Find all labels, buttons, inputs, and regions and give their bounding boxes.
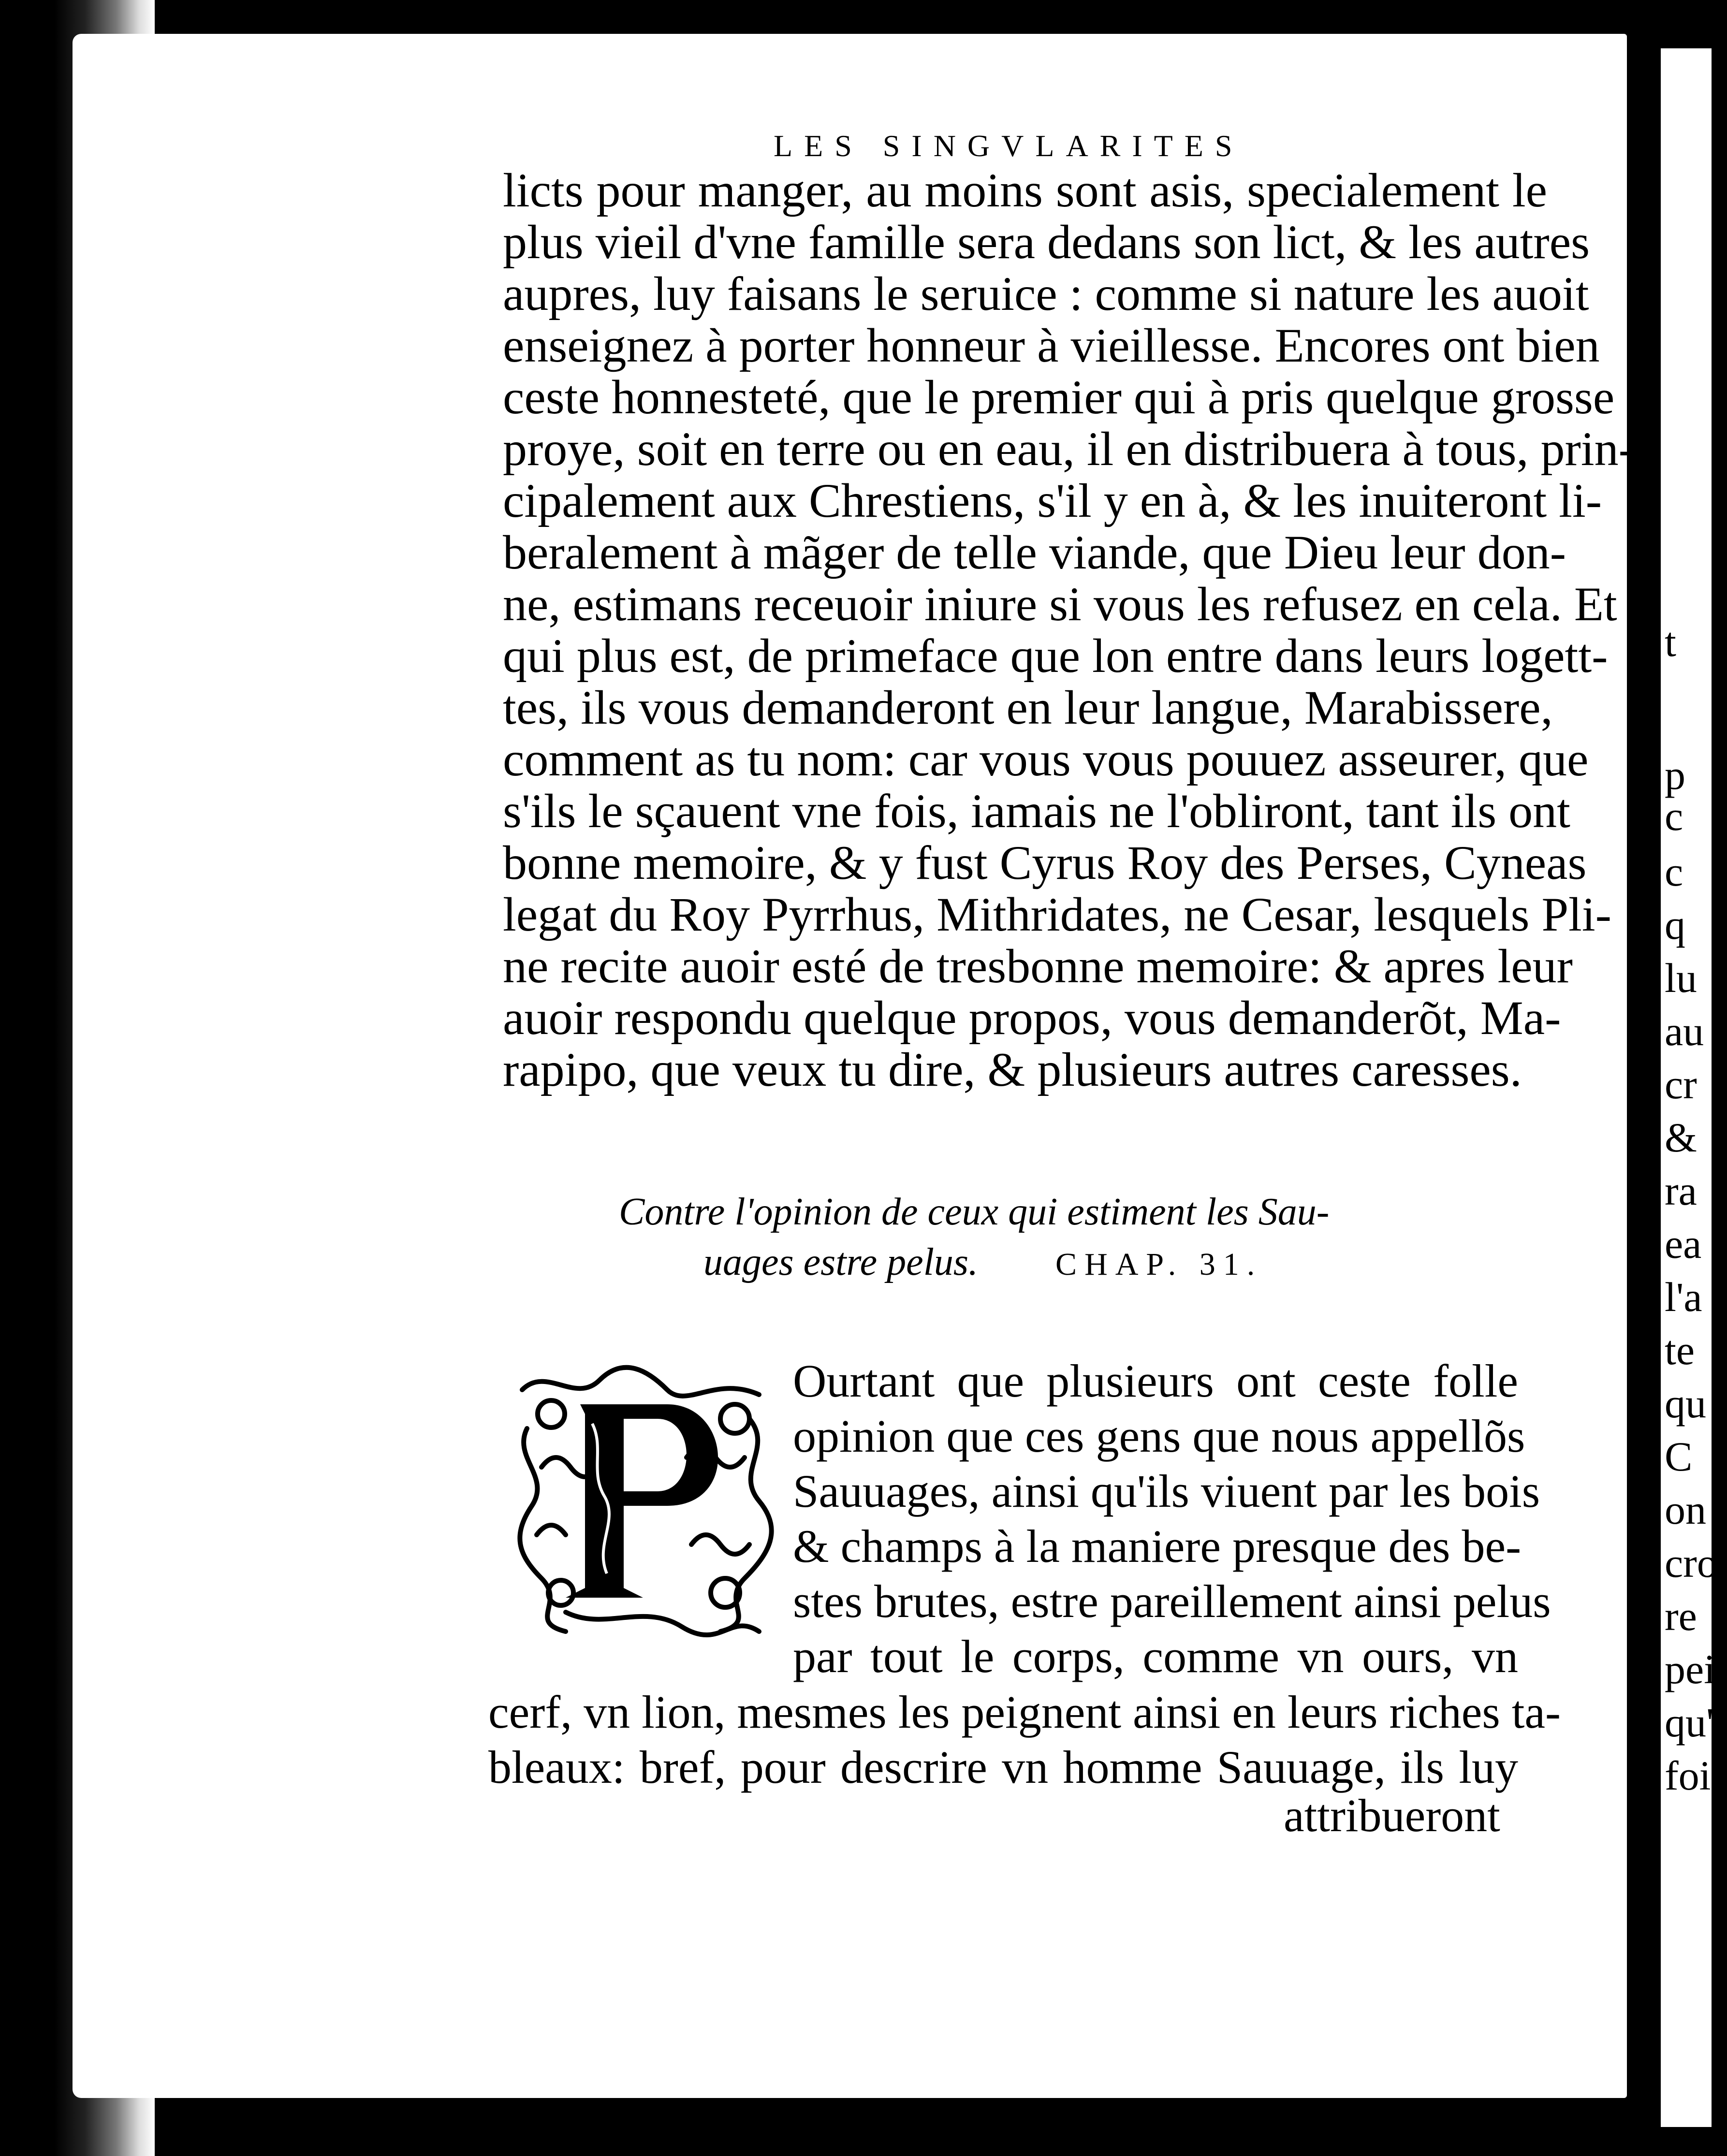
ornamental-initial-p-icon <box>508 1361 778 1641</box>
facing-page-text: cr <box>1665 1061 1697 1107</box>
text-line: proye, soit en terre ou en eau, il en distribuera à tous, prin- <box>503 422 1635 476</box>
text-line: ceste honnesteté, que le premier qui à pris quelque grosse <box>503 370 1615 424</box>
facing-page-text: re <box>1665 1593 1697 1639</box>
facing-page-text: pei <box>1665 1646 1716 1692</box>
facing-page-text: l'a <box>1665 1274 1702 1320</box>
chapter-number: CHAP. 31. <box>1055 1247 1263 1282</box>
text-line: cerf, vn lion, mesmes les peignent ainsi en leurs riches ta- <box>488 1686 1561 1738</box>
chapter-heading <box>619 1187 1441 1290</box>
chapter-title-line-2-wrap <box>619 1237 1441 1290</box>
facing-page-text: C <box>1665 1433 1693 1480</box>
text-line: bleaux: bref, pour descrire vn homme Sauuage, ils luy <box>488 1741 1518 1793</box>
text-line: stes brutes, estre pareillement ainsi pelus <box>793 1575 1551 1627</box>
text-line: bonne memoire, & y fust Cyrus Roy des Perses, Cyneas <box>503 836 1587 889</box>
text-line: qui plus est, de primeface que lon entre dans leurs logett- <box>503 629 1608 683</box>
facing-page-text: t <box>1665 619 1676 665</box>
text-line: plus vieil d'vne famille sera dedans son lict, & les autres <box>503 215 1590 269</box>
text-line: legat du Roy Pyrrhus, Mithridates, ne Cesar, lesquels Pli- <box>503 888 1611 941</box>
text-line: beralement à mãger de telle viande, que Dieu leur don- <box>503 525 1566 579</box>
facing-page-text: qu' <box>1665 1699 1714 1746</box>
text-line: opinion que ces gens que nous appellõs <box>793 1410 1525 1462</box>
facing-page-text: & <box>1665 1114 1697 1161</box>
text-line: Ourtant que plusieurs ont ceste folle <box>793 1355 1518 1407</box>
paragraph-2-full-width <box>488 1685 1561 1795</box>
facing-page-fragment <box>1661 48 1727 2127</box>
text-line: & champs à la maniere presque des be- <box>793 1520 1522 1572</box>
facing-page-text: cro <box>1665 1540 1718 1586</box>
book-spine-edge <box>1641 48 1661 2156</box>
facing-page-text: on <box>1665 1486 1706 1533</box>
facing-page-text: lu <box>1665 955 1697 1001</box>
text-line: cipalement aux Chrestiens, s'il y en à, & les inuiteront li- <box>503 474 1602 527</box>
text-line: ne recite auoir esté de tresbonne memoire: & apres leur <box>503 939 1573 993</box>
paragraph-1 <box>503 163 1635 1096</box>
facing-page-text: q <box>1665 902 1685 948</box>
facing-page-text: fois <box>1665 1752 1727 1799</box>
facing-page-text: qu <box>1665 1380 1706 1427</box>
text-line: rapipo, que veux tu dire, & plusieurs autres caresses. <box>503 1043 1522 1096</box>
text-line: enseignez à porter honneur à vieillesse. Encores ont bien <box>503 319 1600 372</box>
facing-page-text: p <box>1665 752 1685 798</box>
facing-page-text: ra <box>1665 1167 1697 1214</box>
text-line: ne, estimans receuoir iniure si vous les refusez en cela. Et <box>503 577 1617 631</box>
running-head: LES SINGVLARITES <box>774 129 1244 163</box>
facing-page-text: ea <box>1665 1221 1702 1267</box>
facing-page-text: c <box>1665 848 1683 895</box>
text-line: Sauuages, ainsi qu'ils viuent par les bois <box>793 1465 1540 1517</box>
text-line: tes, ils vous demanderont en leur langue, Marabissere, <box>503 681 1553 734</box>
facing-page-text: te <box>1665 1327 1695 1373</box>
chapter-title-line-1: Contre l'opinion de ceux qui estiment les Sau- <box>619 1191 1330 1233</box>
paragraph-2-indented <box>793 1354 1551 1684</box>
text-line: par tout le corps, comme vn ours, vn <box>793 1631 1518 1682</box>
catchword: attribueront <box>1284 1790 1500 1841</box>
chapter-title-line-2: uages estre pelus. <box>703 1241 979 1283</box>
text-line: aupres, luy faisans le seruice : comme si nature les auoit <box>503 267 1589 320</box>
text-line: licts pour manger, au moins sont asis, specialement le <box>503 163 1547 217</box>
text-line: auoir respondu quelque propos, vous demanderõt, Ma- <box>503 991 1561 1045</box>
text-line: s'ils le sçauent vne fois, iamais ne l'obliront, tant ils ont <box>503 784 1570 838</box>
facing-page-text: c <box>1665 793 1683 839</box>
facing-page-text: au <box>1665 1008 1704 1054</box>
text-line: comment as tu nom: car vous vous pouuez asseurer, que <box>503 732 1589 786</box>
